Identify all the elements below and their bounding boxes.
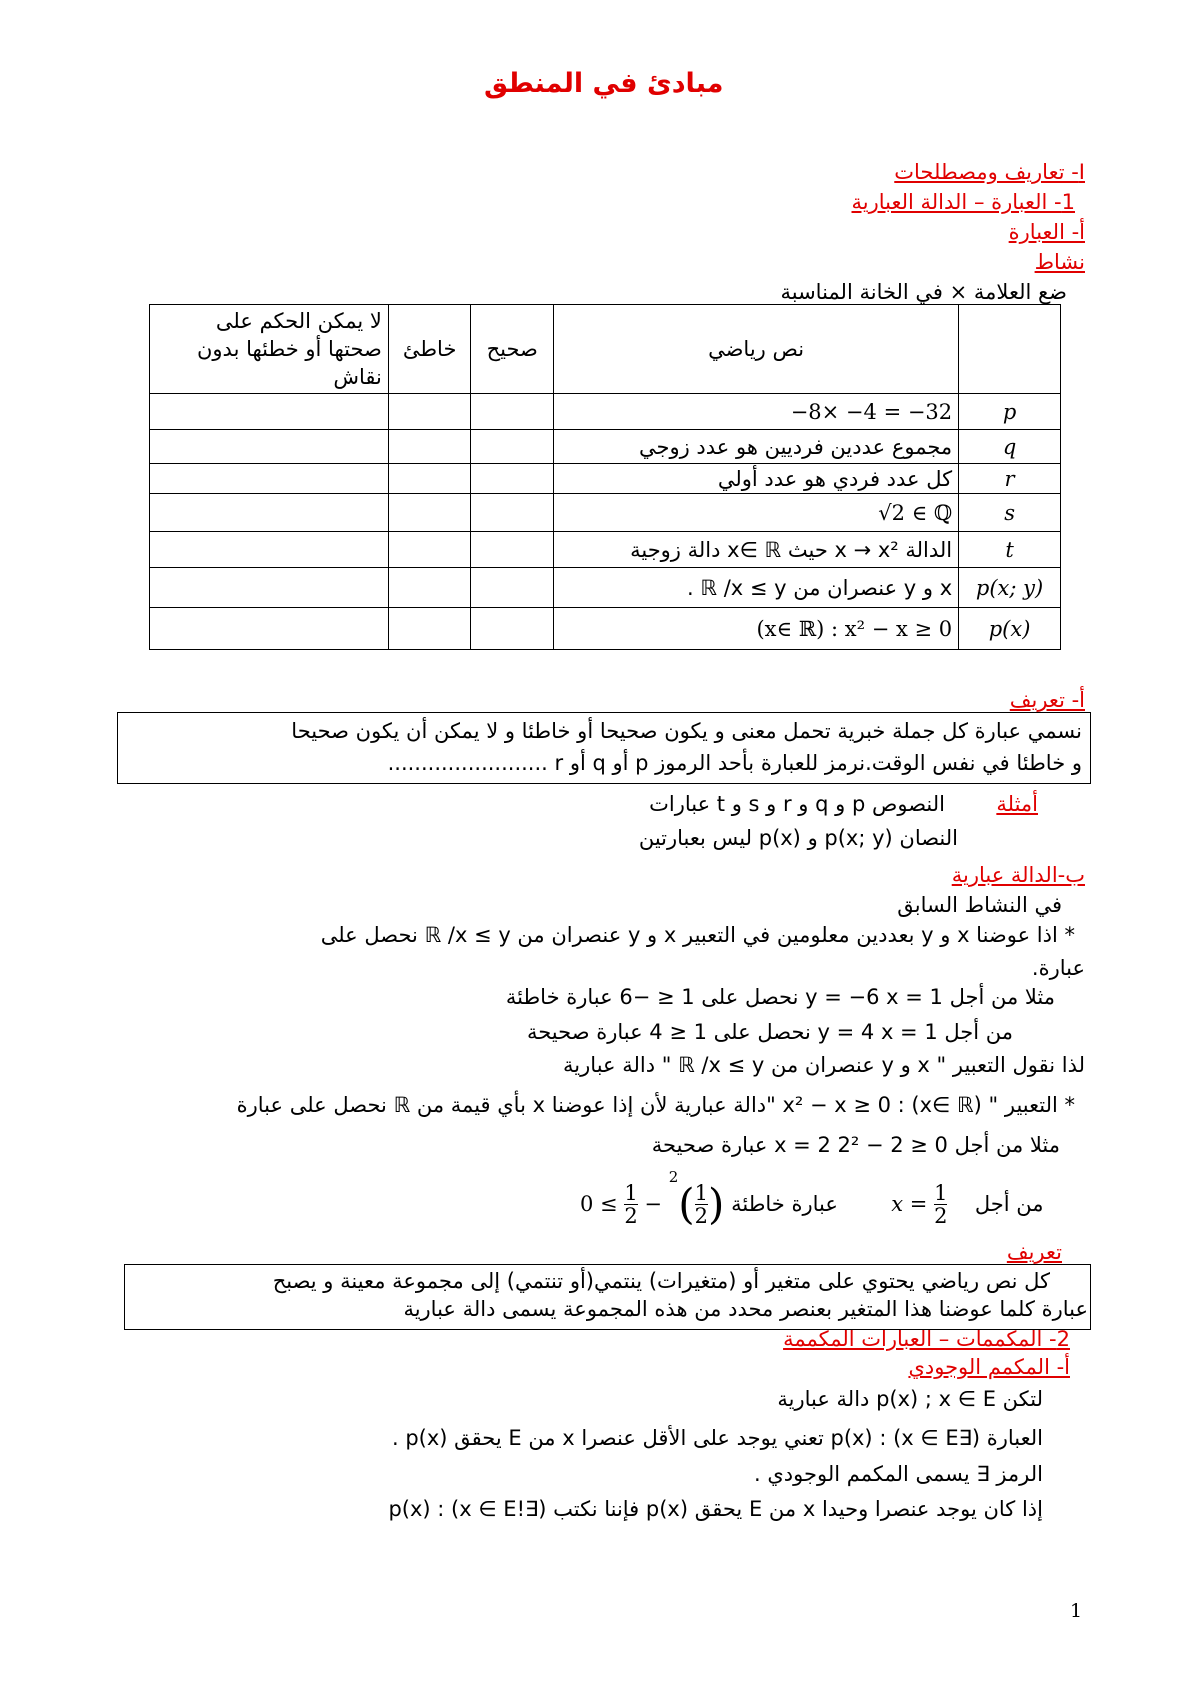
- false-cell[interactable]: [388, 494, 471, 532]
- quantifier-line: العبارة (∃x ∈ E) : p(x) تعني يوجد على الأقل عنصرا x من E يحقق p(x) .: [391, 1426, 1043, 1450]
- subsection-heading-b: ب-الدالة عبارية: [951, 863, 1085, 887]
- table-row: [150, 494, 1061, 532]
- activity-instruction: ضع العلامة × في الخانة المناسبة: [780, 280, 1067, 304]
- fraction-half: $\frac{1}{2}$: [694, 1180, 709, 1228]
- definition-line: كل نص رياضي يحتوي على متغير أو (متغيرات) ينتمي(أو تنتمي) إلى مجموعة معينة و يصبح: [272, 1269, 1050, 1293]
- text-line: * اذا عوضنا x و y بعددين معلومين في التعبير x و y عنصران من ℝ /x ≤ y نحصل على: [320, 923, 1075, 947]
- row-text: x و y عنصران من ℝ /x ≤ y .: [554, 568, 959, 608]
- quantifier-line: لتكن p(x) ; x ∈ E دالة عبارية: [777, 1387, 1043, 1411]
- activity-heading: نشاط: [1034, 250, 1085, 274]
- example-suffix: عبارة خاطئة: [731, 1192, 838, 1216]
- row-label: r: [959, 464, 1061, 494]
- false-cell[interactable]: [388, 464, 471, 494]
- definition-line: و خاطئا في نفس الوقت.نرمز للعبارة بأحد الرموز p أو q أو r ........................: [387, 751, 1082, 775]
- x-eq: x =: [891, 1192, 928, 1216]
- row-label: q: [959, 430, 1061, 464]
- row-text: الدالة x → x² حيث x∈ ℝ دالة زوجية: [554, 532, 959, 568]
- example-line: مثلا من أجل x = 2 2² − 2 ≥ 0 عبارة صحيحة: [651, 1133, 1060, 1157]
- page-number: 1: [1070, 1600, 1083, 1622]
- definition-heading-2: تعريف: [1006, 1240, 1062, 1264]
- table-header-cell: خاطئ: [388, 305, 471, 394]
- text-line: * التعبير " (x∈ ℝ) : x² − x ≥ 0 "دالة عبارية لأن إذا عوضنا x بأي قيمة من ℝ نحصل على عبارة: [236, 1093, 1075, 1117]
- table-row: [150, 568, 1061, 608]
- true-cell[interactable]: [471, 394, 554, 430]
- row-text: (x∈ ℝ) : x² − x ≥ 0: [554, 608, 959, 650]
- page-title: مبادئ في المنطق: [484, 68, 724, 99]
- undecidable-cell[interactable]: [150, 430, 389, 464]
- activity-table: [149, 304, 1061, 650]
- exponent: 2: [668, 1168, 679, 1186]
- fraction-half: $\frac{1}{2}$: [934, 1180, 948, 1228]
- fraction-example: [580, 1168, 1043, 1229]
- false-cell[interactable]: [388, 532, 471, 568]
- minus-sign: −: [644, 1192, 663, 1216]
- false-cell[interactable]: [388, 568, 471, 608]
- row-text: مجموع عددين فرديين هو عدد زوجي: [554, 430, 959, 464]
- undecidable-cell[interactable]: [150, 568, 389, 608]
- table-row: [150, 464, 1061, 494]
- true-cell[interactable]: [471, 568, 554, 608]
- quantifier-line: الرمز ∃ يسمى المكمم الوجودي .: [754, 1462, 1043, 1486]
- false-cell[interactable]: [388, 608, 471, 650]
- definition-line: نسمي عبارة كل جملة خبرية تحمل معنى و يكون صحيحا أو خاطئا و لا يمكن أن يكون صحيحا: [291, 719, 1082, 743]
- example-prefix: من أجل: [974, 1192, 1044, 1216]
- definition-box-2: [124, 1264, 1091, 1330]
- undecidable-cell[interactable]: [150, 532, 389, 568]
- definition-box-1: [117, 712, 1091, 784]
- paren-right: ): [678, 1179, 695, 1229]
- table-header-cell: [959, 305, 1061, 394]
- table-row: [150, 430, 1061, 464]
- row-label: s: [959, 494, 1061, 532]
- true-cell[interactable]: [471, 430, 554, 464]
- true-cell[interactable]: [471, 494, 554, 532]
- table-row: [150, 532, 1061, 568]
- row-label: p: [959, 394, 1061, 430]
- definition-heading-1: أ- تعريف: [1009, 688, 1085, 712]
- row-label: t: [959, 532, 1061, 568]
- examples-line: النصوص p و q و r و s و t عبارات: [649, 792, 945, 816]
- example-line: مثلا من أجل y = −6 x = 1 نحصل على 1 ≤ −6 عبارة خاطئة: [505, 985, 1055, 1009]
- row-label: p(x; y): [959, 568, 1061, 608]
- row-text: √2 ∈ ℚ: [554, 494, 959, 532]
- definition-line: عبارة كلما عوضنا هذا المتغير بعنصر محدد من هذه المجموعة يسمى دالة عبارية: [403, 1297, 1088, 1321]
- row-text: −8× −4 = −32: [554, 394, 959, 430]
- section-heading-1: I- تعاريف ومصطلحات: [894, 160, 1085, 184]
- table-row: [150, 394, 1061, 430]
- text-line: عبارة.: [1031, 956, 1085, 980]
- fraction-half: $\frac{1}{2}$: [624, 1180, 638, 1228]
- quantifier-line: إذا كان يوجد عنصرا وحيدا x من E يحقق p(x) فإننا نكتب (∃!x ∈ E) : p(x): [388, 1497, 1043, 1521]
- false-cell[interactable]: [388, 430, 471, 464]
- text-line: في النشاط السابق: [897, 893, 1062, 917]
- true-cell[interactable]: [471, 532, 554, 568]
- undecidable-cell[interactable]: [150, 464, 389, 494]
- ineq: ≥ 0: [580, 1192, 618, 1216]
- paren-left: (: [708, 1179, 725, 1229]
- example-line: من أجل y = 4 x = 1 نحصل على 1 ≤ 4 عبارة صحيحة: [526, 1020, 1013, 1044]
- subsection-heading-2a: أ- المكمم الوجودي: [908, 1355, 1070, 1379]
- table-header-row: [150, 305, 1061, 394]
- row-text: كل عدد فردي هو عدد أولي: [554, 464, 959, 494]
- table-header-cell: نص رياضي: [554, 305, 959, 394]
- row-label: p(x): [959, 608, 1061, 650]
- undecidable-cell[interactable]: [150, 494, 389, 532]
- undecidable-cell[interactable]: [150, 394, 389, 430]
- section-heading-2: 2- المكممات – العبارات المكممة: [783, 1327, 1070, 1351]
- subsection-heading-a: أ- العبارة: [1008, 220, 1085, 244]
- table-row: [150, 608, 1061, 650]
- table-header-cell: لا يمكن الحكم على صحتها أو خطئها بدون نقاش: [150, 305, 389, 394]
- true-cell[interactable]: [471, 608, 554, 650]
- table-header-cell: صحيح: [471, 305, 554, 394]
- undecidable-cell[interactable]: [150, 608, 389, 650]
- text-line: لذا نقول التعبير " x و y عنصران من ℝ /x ≤ y " دالة عبارية: [563, 1053, 1085, 1077]
- examples-label: أمثلة: [996, 792, 1038, 816]
- examples-line: النصان p(x; y) و p(x) ليس بعبارتين: [638, 826, 958, 850]
- subsection-heading-1: 1- العبارة – الدالة العبارية: [851, 190, 1075, 214]
- false-cell[interactable]: [388, 394, 471, 430]
- true-cell[interactable]: [471, 464, 554, 494]
